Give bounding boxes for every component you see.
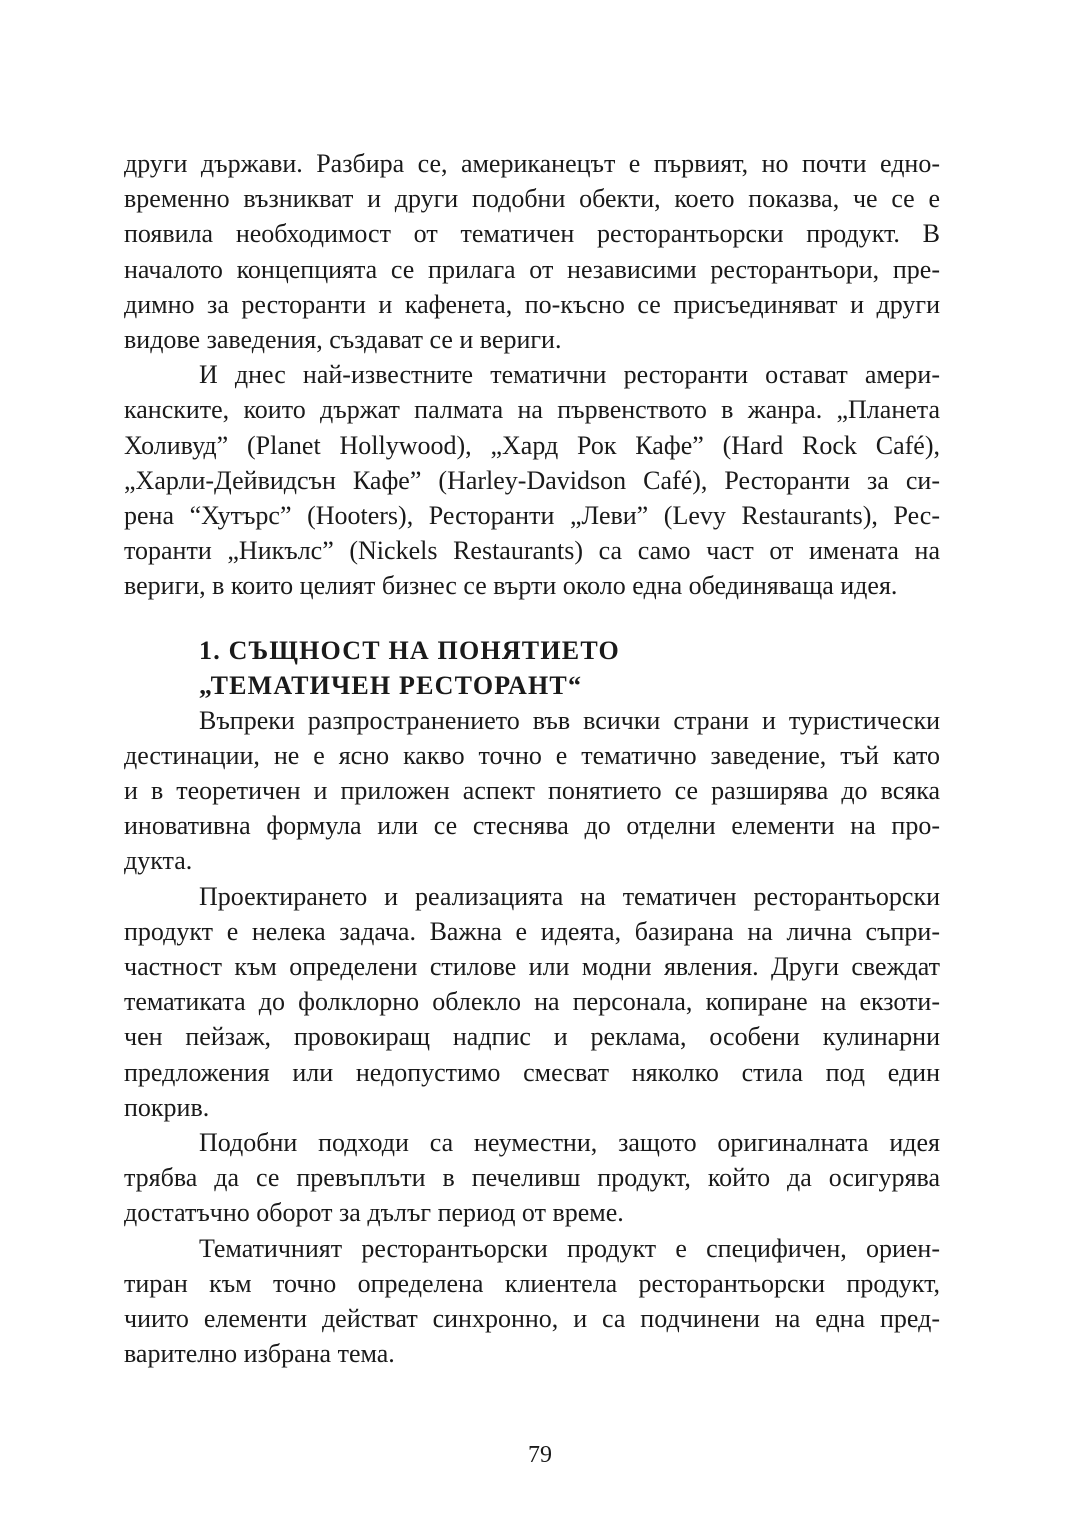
paragraph-3 [124, 703, 940, 879]
paragraph-1 [124, 146, 940, 357]
page-number: 79 [528, 1442, 552, 1468]
paragraph-line: Подобни подходи са неуместни, защото оригиналната идея [199, 1128, 940, 1158]
paragraph-line: временно възникват и други подобни обекти, което показва, че се е [124, 184, 940, 214]
paragraph-line: И днес най-известните тематични ресторанти остават амери- [199, 360, 940, 390]
paragraph-line: канските, които държат палмата на първенството в жанра. „Планета [124, 395, 940, 425]
paragraph-line: тематиката до фолклорно облекло на персонала, копиране на екзоти- [124, 987, 940, 1017]
heading-line-1: 1. СЪЩНОСТ НА ПОНЯТИЕТО [199, 635, 620, 665]
paragraph-line: Тематичният ресторантьорски продукт е специфичен, ориен- [199, 1233, 940, 1263]
paragraph-line: Холивуд” (Planet Hollywood), „Хард Рок Кафе” (Hard Rock Café), [124, 430, 940, 460]
paragraph-line: трябва да се превъплъти в печеливш продукт, който да осигурява [124, 1163, 940, 1193]
paragraph-line: чиито елементи действат синхронно, и са подчинени на една пред- [124, 1304, 940, 1334]
paragraph-line: рена “Хутърс” (Hooters), Ресторанти „Леви” (Levy Restaurants), Рес- [124, 501, 940, 531]
paragraph-line: достатъчно оборот за дълъг период от време. [124, 1198, 624, 1228]
paragraph-line: вериги, в които целият бизнес се върти около една обединяваща идея. [124, 571, 898, 601]
paragraph-2 [124, 357, 940, 603]
paragraph-line: предложения или недопустимо смесват няколко стила под един [124, 1057, 940, 1087]
paragraph-line: Проектирането и реализацията на тематичен ресторантьорски [199, 881, 940, 911]
paragraph-line: продукт е нелека задача. Важна е идеята, базирана на лична съпри- [124, 916, 940, 946]
paragraph-line: частност към определени стилове или модни явления. Други свеждат [124, 952, 940, 982]
paragraph-line: и в теоретичен и приложен аспект понятието се разширява до всяка [124, 776, 940, 806]
paragraph-line: началото концепцията се прилага от независими ресторантьори, пре- [124, 254, 940, 284]
paragraph-line: появила необходимост от тематичен ресторантьорски продукт. В [124, 219, 940, 249]
paragraph-line: други държави. Разбира се, американецът е първият, но почти едно- [124, 149, 940, 178]
paragraph-line: дестинации, не е ясно какво точно е тематично заведение, тъй като [124, 740, 940, 770]
paragraph-line: варително избрана тема. [124, 1339, 395, 1369]
paragraph-line: „Харли-Дейвидсън Кафе” (Harley-Davidson Café), Ресторанти за си- [124, 465, 940, 495]
paragraph-6 [124, 1231, 940, 1372]
heading-line-2: „ТЕМАТИЧЕН РЕСТОРАНТ“ [199, 670, 583, 700]
paragraph-line: чен пейзаж, провокиращ надпис и реклама, особени кулинарни [124, 1022, 940, 1052]
paragraph-line: димно за ресторанти и кафенета, по-късно се присъединяват и други [124, 289, 940, 319]
paragraph-line: покрив. [124, 1092, 210, 1122]
page-body [124, 146, 940, 1372]
paragraph-line: Въпреки разпространението във всички страни и туристически [199, 705, 940, 735]
paragraph-line: торанти „Никълс” (Nickels Restaurants) са само част от имената на [124, 536, 940, 566]
paragraph-4 [124, 879, 940, 1125]
paragraph-line: иновативна формула или се стеснява до отделни елементи на про- [124, 811, 940, 841]
paragraph-line: видове заведения, създават се и вериги. [124, 325, 562, 355]
paragraph-5 [124, 1125, 940, 1231]
paragraph-line: дукта. [124, 846, 193, 876]
section-heading [124, 633, 940, 703]
paragraph-line: тиран към точно определена клиентела ресторантьорски продукт, [124, 1268, 940, 1298]
